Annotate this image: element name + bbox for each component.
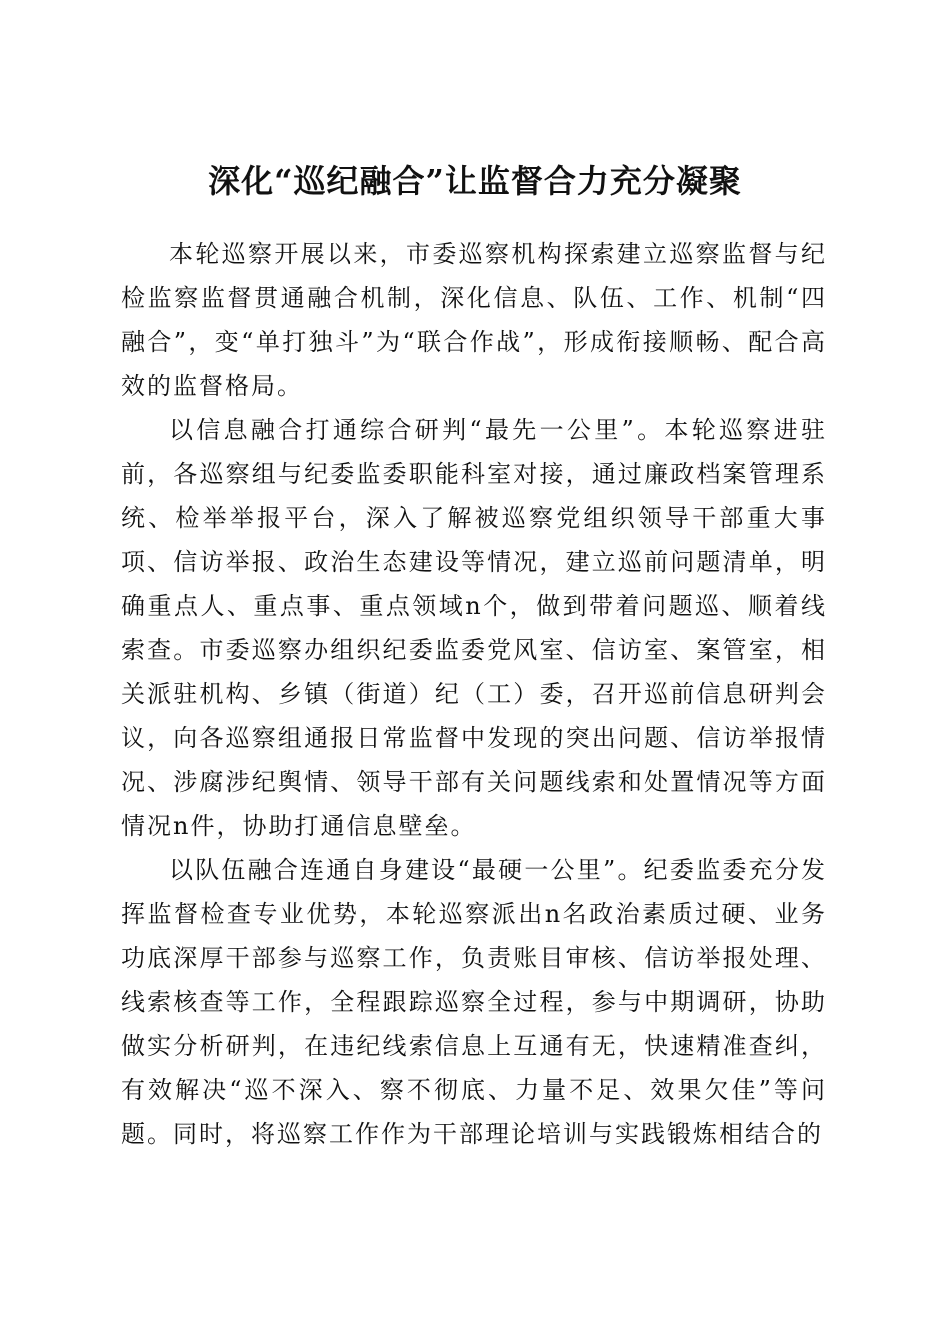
paragraph-team-integration: 以队伍融合连通自身建设“最硬一公里”。纪委监委充分发挥监督检查专业优势，本轮巡察派出n名政治素质过硬、业务功底深厚干部参与巡察工作，负责账目审核、信访举报处理、线索核查等工作，全程跟踪巡察全过程，参与中期调研，协助做实分析研判，在违纪线索信息上互通有无，快速精准查纠，有效解决“巡不深入、察不彻底、力量不足、效果欠佳”等问题。同时，将巡察工作作为干部理论培训与实践锻炼相结合的	[121, 856, 827, 1148]
paragraph-information-integration: 以信息融合打通综合研判“最先一公里”。本轮巡察进驻前，各巡察组与纪委监委职能科室对接，通过廉政档案管理系统、检举举报平台，深入了解被巡察党组织领导干部重大事项、信访举报、政治生态建设等情况，建立巡前问题清单，明确重点人、重点事、重点领域n个，做到带着问题巡、顺着线索查。市委巡察办组织纪委监委党风室、信访室、案管室，相关派驻机构、乡镇（街道）纪（工）委，召开巡前信息研判会议，向各巡察组通报日常监督中发现的突出问题、信访举报情况、涉腐涉纪舆情、领导干部有关问题线索和处置情况等方面情况n件，协助打通信息壁垒。	[121, 416, 827, 840]
document-body	[121, 232, 827, 1148]
document-title: 深化“巡纪融合”让监督合力充分凝聚	[208, 162, 742, 201]
paragraph-intro: 本轮巡察开展以来，市委巡察机构探索建立巡察监督与纪检监察监督贯通融合机制，深化信息、队伍、工作、机制“四融合”，变“单打独斗”为“联合作战”，形成衔接顺畅、配合高效的监督格局。	[121, 240, 827, 400]
